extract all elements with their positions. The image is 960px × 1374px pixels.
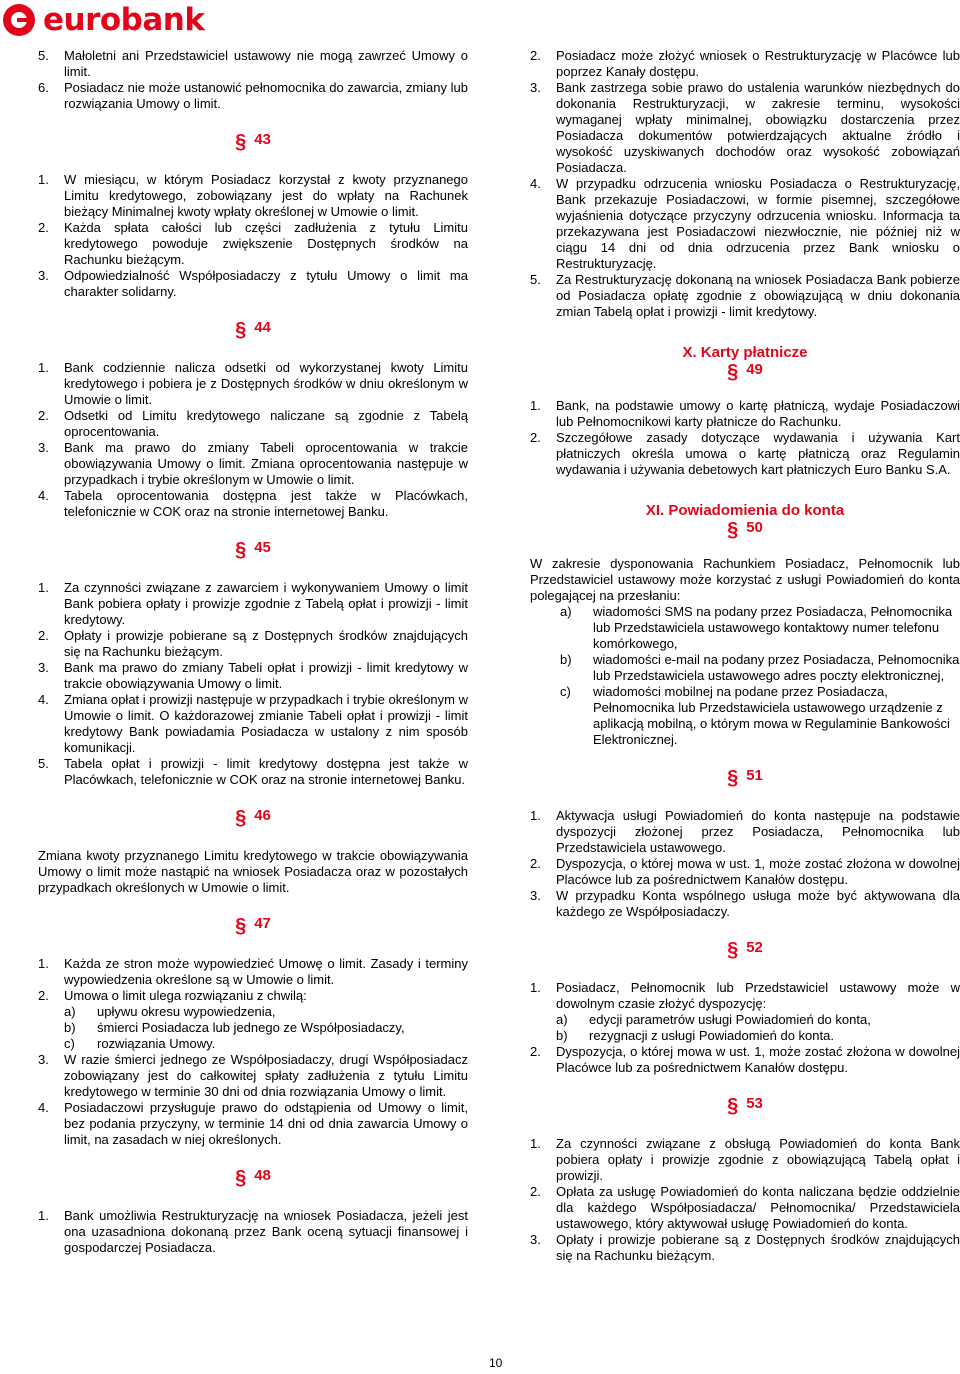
section-heading-44: § 44 xyxy=(235,319,271,341)
chapter-title-xi: XI. Powiadomienia do konta xyxy=(645,502,845,519)
section-heading-52: § 52 xyxy=(727,939,763,961)
eurobank-logo xyxy=(3,2,204,38)
list-item: 1. Aktywacja usługi Powiadomień do konta następuje na podstawie dyspozycji złożonej przez Posiadacza, Pełnomocnika lub Przedstawiciela ustawowego. xyxy=(530,808,960,855)
list-item: 2. Każda spłata całości lub części zadłużenia z tytułu Limitu kredytowego powoduje zwiększenie Dostępnych środków na Rachunku bieżącym. xyxy=(38,220,468,267)
list-item: 3. Odpowiedzialność Współposiadaczy z tytułu Umowy o limit ma charakter solidarny. xyxy=(38,268,468,299)
eurobank-logo-icon xyxy=(3,4,35,36)
list-item: 2. Posiadacz może złożyć wniosek o Restrukturyzację w Placówce lub poprzez Kanały dostępu. xyxy=(530,48,960,79)
sub-item: b) śmierci Posiadacza lub jednego ze Współposiadaczy, xyxy=(64,1020,405,1035)
list-item: 1. Każda ze stron może wypowiedzieć Umowę o limit. Zasady i terminy wypowiedzenia określone są w Umowie o limit. xyxy=(38,956,468,987)
section-mark-icon: § xyxy=(727,361,739,383)
list-item: 1. Bank codziennie nalicza odsetki od wykorzystanej kwoty Limitu kredytowego i pobiera je z Dostępnych środków w dniu określonym w Umowie o limit. xyxy=(38,360,468,407)
list-item: 3. Bank ma prawo do zmiany Tabeli opłat i prowizji - limit kredytowy w trakcie obowiązywania Umowy o limit. xyxy=(38,660,468,691)
section-mark-icon: § xyxy=(727,767,739,789)
list-item: 2. Odsetki od Limitu kredytowego naliczane są zgodnie z Tabelą oprocentowania. xyxy=(38,408,468,439)
section-heading-53: § 53 xyxy=(727,1095,763,1117)
list-item: 4. W przypadku odrzucenia wniosku Posiadacza o Restrukturyzację, Bank przekazuje Posiadaczowi, w formie pisemnej, szczegółowe wyjaśnienia dotyczące przyczyny odrzucenia wniosku. Informacja ta przekazywana jest Posiadaczowi niezwłocznie, nie później niż w ciągu 14 dni od dnia odrzucenia przez Bank wniosku o Restrukturyzację. xyxy=(530,176,960,271)
list-item: 2. Dyspozycja, o której mowa w ust. 1, może zostać złożona w dowolnej Placówce lub za pośrednictwem Kanałów dostępu. xyxy=(530,856,960,887)
list-item: 5. Za Restrukturyzację dokonaną na wniosek Posiadacza Bank pobierze od Posiadacza opłatę zgodnie z obowiązującą w dniu dokonania zmian Tabelą opłat i prowizji - limit kredytowy. xyxy=(530,272,960,319)
list-item: 5. Tabela opłat i prowizji - limit kredytowy dostępna jest także w Placówkach, telefonicznie w COK oraz na stronie internetowej Banku. xyxy=(38,756,468,787)
sub-item: b) rezygnacji z usługi Powiadomień do konta. xyxy=(556,1028,834,1043)
list-item: 4. Posiadaczowi przysługuje prawo do odstąpienia od Umowy o limit, bez podania przyczyny, w terminie 14 dni od dnia zawarcia Umowy o limit, na zasadach w niej określonych. xyxy=(38,1100,468,1147)
section-heading-49: § 49 xyxy=(727,361,763,383)
section-mark-icon: § xyxy=(235,319,247,341)
section-mark-icon: § xyxy=(235,915,247,937)
section-mark-icon: § xyxy=(235,131,247,153)
list-item: 3. Bank zastrzega sobie prawo do ustalenia warunków niezbędnych do dokonania Restrukturyzacji, w zakresie terminu, wysokości wymaganej wpłaty minimalnej, obowiązku dostarczenia przez Posiadacza dokumentów potwierdzających aktualne źródło i wysokość uzyskiwanych dochodów oraz wysokość zobowiązań Posiadacza. xyxy=(530,80,960,175)
list-item: 6. Posiadacz nie może ustanowić pełnomocnika do zawarcia, zmiany lub rozwiązania Umowy o limit. xyxy=(38,80,468,111)
logo-text: eurobank xyxy=(43,2,205,38)
section-heading-43: § 43 xyxy=(235,131,271,153)
left-column xyxy=(38,48,468,1256)
list-item: 3. Bank ma prawo do zmiany Tabeli oprocentowania w trakcie obowiązywania Umowy o limit. Zmiana oprocentowania następuje w przypadkach i trybie określonym w Umowie o limit. xyxy=(38,440,468,487)
paragraph: W zakresie dysponowania Rachunkiem Posiadacz, Pełnomocnik lub Przedstawiciel ustawowy może korzystać z usługi Powiadomień do konta polegającej na przesłaniu: xyxy=(530,556,960,603)
sub-item: a) wiadomości SMS na podany przez Posiadacza, Pełnomocnika lub Przedstawiciela ustawowego kontaktowy numer telefonu komórkowego, xyxy=(560,604,953,651)
sub-item: c) rozwiązania Umowy. xyxy=(64,1036,216,1051)
list-item: 2. Szczegółowe zasady dotyczące wydawania i używania Kart płatniczych określa umowa o kartę płatniczą oraz Regulamin wydawania i używania debetowych kart płatniczych Euro Banku S.A. xyxy=(530,430,960,477)
list-item: 1. Za czynności związane z obsługą Powiadomień do konta Bank pobiera opłaty i prowizje zgodnie z obowiązującą Tabelą opłat i prowizji. xyxy=(530,1136,960,1183)
section-mark-icon: § xyxy=(727,939,739,961)
list-item: 4. Zmiana opłat i prowizji następuje w przypadkach i trybie określonym w Umowie o limit. O każdorazowej zmianie Tabeli opłat i prowizji - limit kredytowy Bank powiadamia Posiadacza w ustalony z nim sposób komunikacji. xyxy=(38,692,468,755)
list-item: 1. Posiadacz, Pełnomocnik lub Przedstawiciel ustawowy może w dowolnym czasie złożyć dyspozycję: xyxy=(530,980,960,1011)
section-heading-45: § 45 xyxy=(235,539,271,561)
list-item: 1. Bank umożliwia Restrukturyzację na wniosek Posiadacza, jeżeli jest ona uzasadniona dokonaną przez Bank oceną sytuacji finansowej i gospodarczej Posiadacza. xyxy=(38,1208,468,1255)
section-heading-50: § 50 xyxy=(727,519,763,541)
chapter-title-x: X. Karty płatnicze xyxy=(682,344,808,361)
list-item: 1. Bank, na podstawie umowy o kartę płatniczą, wydaje Posiadaczowi lub Pełnomocnikowi karty płatnicze do Rachunku. xyxy=(530,398,960,429)
list-item: 2. Opłaty i prowizje pobierane są z Dostępnych środków znajdujących się na Rachunku bieżącym. xyxy=(38,628,468,659)
section-heading-48: § 48 xyxy=(235,1167,271,1189)
section-mark-icon: § xyxy=(727,1095,739,1117)
sub-item: b) wiadomości e-mail na podany przez Posiadacza, Pełnomocnika lub Przedstawiciela ustawowego adres poczty elektronicznej, xyxy=(560,652,960,683)
sub-item: a) edycji parametrów usługi Powiadomień do konta, xyxy=(556,1012,871,1027)
section-mark-icon: § xyxy=(235,539,247,561)
section-mark-icon: § xyxy=(727,519,739,541)
list-item: 1. W miesiącu, w którym Posiadacz korzystał z kwoty przyznanego Limitu kredytowego, zobowiązany jest do wpłaty na Rachunek bieżący Minimalnej kwoty wpłaty określonej w Umowie o limit. xyxy=(38,172,468,219)
list-item: 3. W przypadku Konta wspólnego usługa może być aktywowana dla każdego ze Współposiadaczy. xyxy=(530,888,960,919)
section-heading-46: § 46 xyxy=(235,807,271,829)
sub-item: a) upływu okresu wypowiedzenia, xyxy=(64,1004,276,1019)
section-mark-icon: § xyxy=(235,1167,247,1189)
list-item: 3. W razie śmierci jednego ze Współposiadaczy, drugi Współposiadacz zobowiązany jest do całkowitej spłaty zadłużenia z tytułu Limitu kredytowego w terminie 30 dni od dnia rozwiązania Umowy o limit. xyxy=(38,1052,468,1099)
sub-item: c) wiadomości mobilnej na podane przez Posiadacza, Pełnomocnika lub Przedstawiciela ustawowego urządzenie z aplikacją mobilną, o którym mowa w Regulaminie Bankowości Elektronicznej. xyxy=(560,684,950,747)
section-heading-47: § 47 xyxy=(235,915,271,937)
list-item: 3. Opłaty i prowizje pobierane są z Dostępnych środków znajdujących się na Rachunku bieżącym. xyxy=(530,1232,960,1263)
list-item: 5. Małoletni ani Przedstawiciel ustawowy nie mogą zawrzeć Umowy o limit. xyxy=(38,48,468,79)
list-item: 2. Opłata za usługę Powiadomień do konta naliczana będzie oddzielnie dla każdego Współposiadacza/ Pełnomocnika/ Przedstawiciela ustawowego, który aktywował usługę Powiadomień do konta. xyxy=(530,1184,960,1231)
page-number: 10 xyxy=(489,1356,503,1370)
list-item: 2. Umowa o limit ulega rozwiązaniu z chwilą: xyxy=(38,988,307,1003)
list-item: 2. Dyspozycja, o której mowa w ust. 1, może zostać złożona w dowolnej Placówce lub za pośrednictwem Kanałów dostępu. xyxy=(530,1044,960,1075)
section-mark-icon: § xyxy=(235,807,247,829)
paragraph: Zmiana kwoty przyznanego Limitu kredytowego w trakcie obowiązywania Umowy o limit może nastąpić na wniosek Posiadacza oraz w pozostałych przypadkach określonych w Umowie o limit. xyxy=(38,848,468,895)
list-item: 4. Tabela oprocentowania dostępna jest także w Placówkach, telefonicznie w COK oraz na stronie internetowej Banku. xyxy=(38,488,468,519)
intro-list xyxy=(38,48,468,112)
right-column xyxy=(530,48,960,1264)
section-heading-51: § 51 xyxy=(727,767,763,789)
list-item: 1. Za czynności związane z zawarciem i wykonywaniem Umowy o limit Bank pobiera opłaty i prowizje zgodnie z Tabelą opłat i prowizji - limit kredytowy. xyxy=(38,580,468,627)
